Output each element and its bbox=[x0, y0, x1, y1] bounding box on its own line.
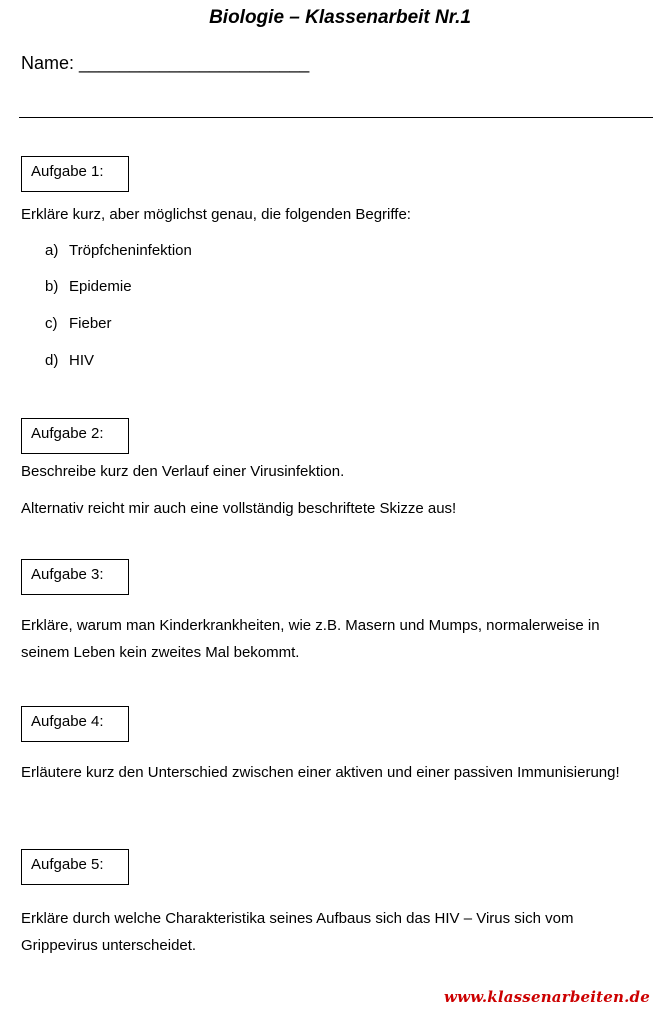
task-4-heading: Aufgabe 4: bbox=[21, 706, 129, 742]
task-1-heading: Aufgabe 1: bbox=[21, 156, 129, 192]
task-5-heading: Aufgabe 5: bbox=[21, 849, 129, 885]
item-text: Epidemie bbox=[69, 278, 132, 295]
item-text: HIV bbox=[69, 352, 95, 369]
item-marker: d) bbox=[45, 352, 59, 369]
item-marker: a) bbox=[45, 242, 59, 259]
task-2-line-2: Alternativ reicht mir auch eine vollständig beschriftete Skizze aus! bbox=[21, 500, 457, 517]
task-4-instruction: Erläutere kurz den Unterschied zwischen einer aktiven und einer passiven Immunisierung! bbox=[21, 764, 620, 781]
task-3-instruction: Erkläre, warum man Kinderkrankheiten, wie z.B. Masern und Mumps, normalerweise in seinem Leben kein zweites Mal bekommt. bbox=[21, 617, 600, 661]
task-1-instruction: Erkläre kurz, aber möglichst genau, die folgenden Begriffe: bbox=[21, 206, 411, 223]
page-title: Biologie – Klassenarbeit Nr.1 bbox=[209, 7, 471, 28]
task-5-instruction: Erkläre durch welche Charakteristika seines Aufbaus sich das HIV – Virus sich vom Grippevirus unterscheidet. bbox=[21, 910, 574, 954]
item-marker: b) bbox=[45, 278, 59, 295]
name-field bbox=[21, 53, 309, 74]
name-label: Name: bbox=[21, 53, 75, 73]
task-2-line-1: Beschreibe kurz den Verlauf einer Virusinfektion. bbox=[21, 463, 345, 480]
task-1-item-d bbox=[45, 352, 94, 369]
item-text: Fieber bbox=[69, 315, 112, 332]
task-3-heading: Aufgabe 3: bbox=[21, 559, 129, 595]
task-1-item-b bbox=[45, 278, 132, 295]
task-1-item-c bbox=[45, 315, 112, 332]
item-marker: c) bbox=[45, 315, 58, 332]
name-blank-line: _______________________ bbox=[79, 53, 310, 73]
header-divider bbox=[19, 117, 653, 118]
task-1-item-a bbox=[45, 242, 192, 259]
item-text: Tröpfcheninfektion bbox=[69, 242, 192, 259]
site-watermark: www.klassenarbeiten.de bbox=[444, 988, 650, 1006]
task-2-heading: Aufgabe 2: bbox=[21, 418, 129, 454]
